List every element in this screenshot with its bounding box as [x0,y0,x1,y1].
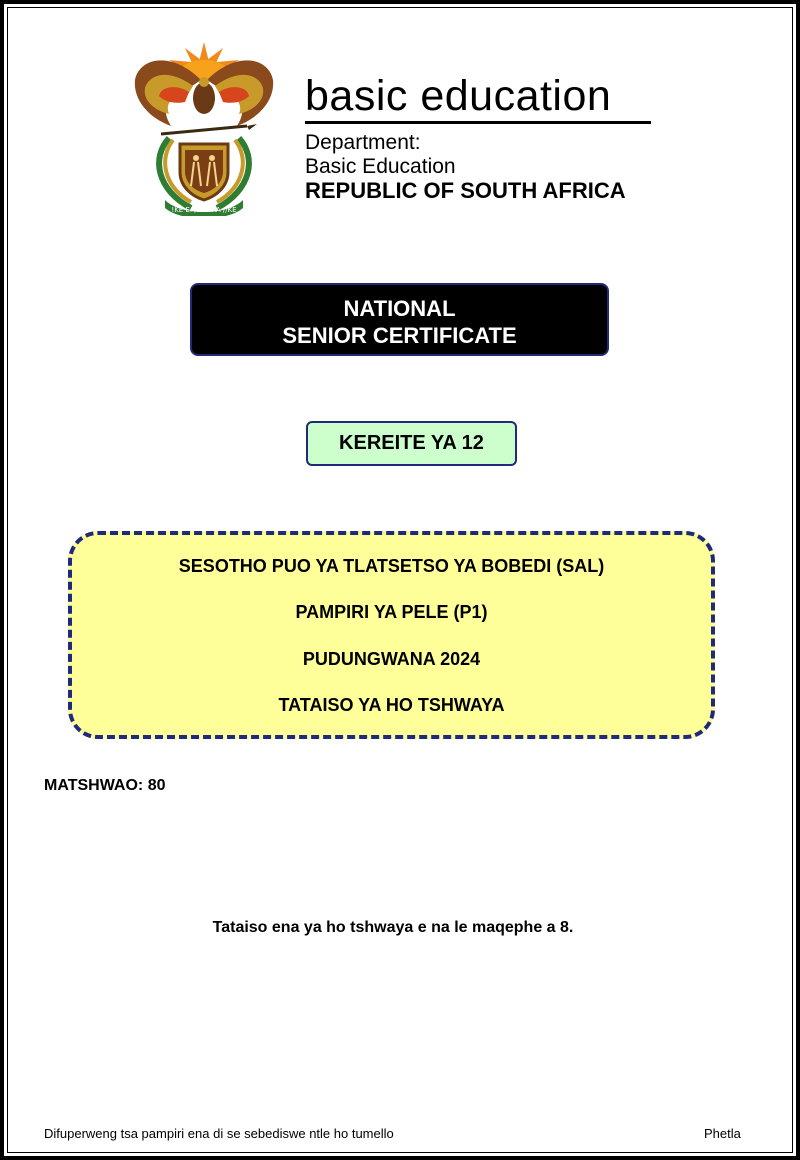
certificate-banner [190,283,609,356]
copyright-notice: Difuperweng tsa pampiri ena di se sebediswe ntle ho tumello [44,1126,394,1141]
subject-panel [68,531,715,739]
document-type: TATAISO YA HO TSHWAYA [278,695,505,715]
department-name: Basic Education [305,155,456,178]
brand-title: basic education [305,72,612,120]
coat-of-arms-motto: !KE E: /XARRA //KE [171,206,237,214]
brand-underline [305,121,651,124]
grade-badge: KEREITE YA 12 [306,421,517,466]
certificate-line-senior: SENIOR CERTIFICATE [282,323,517,348]
certificate-line-national: NATIONAL [343,296,456,321]
country-name: REPUBLIC OF SOUTH AFRICA [305,178,626,203]
page-count-note: Tataiso ena ya ho tshwaya e na le maqephe a 8. [212,919,574,936]
department-label: Department: [305,131,421,154]
paper-number: PAMPIRI YA PELE (P1) [295,602,488,622]
total-marks: MATSHWAO: 80 [44,777,166,794]
coat-of-arms-logo [131,40,277,216]
exam-session: PUDUNGWANA 2024 [302,649,481,669]
subject-name: SESOTHO PUO YA TLATSETSO YA BOBEDI (SAL) [178,556,605,576]
turn-over-label: Phetla [704,1126,741,1141]
